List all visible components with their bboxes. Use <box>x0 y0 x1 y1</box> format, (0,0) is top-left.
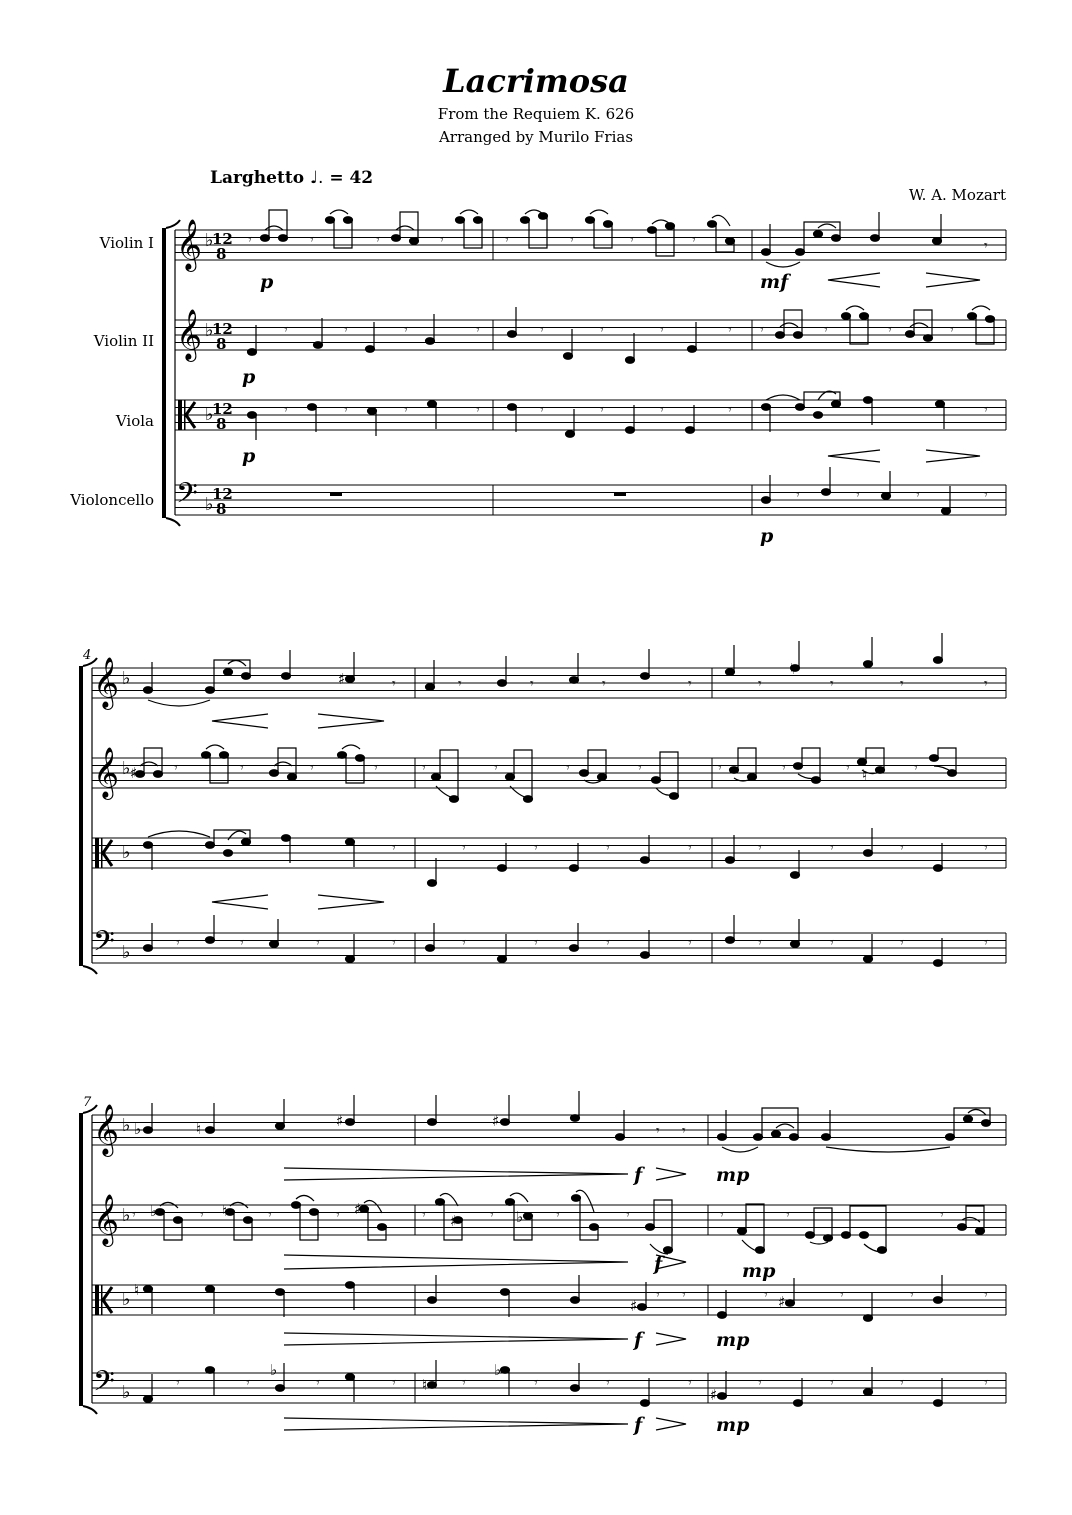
svg-text:♯: ♯ <box>338 670 346 688</box>
svg-text:𝄾: 𝄾 <box>910 1287 914 1303</box>
svg-text:𝄾: 𝄾 <box>950 322 954 338</box>
svg-text:♭: ♭ <box>494 1361 502 1379</box>
svg-text:𝄾: 𝄾 <box>656 1287 660 1303</box>
flat-icon: ♭ <box>122 1382 131 1403</box>
treble-clef-icon: 𝄞 <box>176 309 203 360</box>
dynamic-marking: p <box>242 366 256 388</box>
svg-text:𝄾: 𝄾 <box>900 840 904 856</box>
svg-text:♯: ♯ <box>492 1112 500 1130</box>
measure-number: 7 <box>83 1095 92 1110</box>
svg-text:♮: ♮ <box>422 1376 428 1394</box>
svg-text:𝄾: 𝄾 <box>830 935 834 951</box>
svg-text:𝄾: 𝄾 <box>376 232 380 248</box>
composer: W. A. Mozart <box>908 186 1006 204</box>
svg-text:𝄾: 𝄾 <box>174 760 178 776</box>
time-sig-num: 12 <box>212 320 233 338</box>
dynamic-marking: p <box>760 525 774 547</box>
svg-text:𝄾: 𝄾 <box>900 1375 904 1391</box>
bass-clef-icon: 𝄢 <box>176 477 198 517</box>
svg-text:𝄾: 𝄾 <box>782 760 786 776</box>
svg-text:𝄾: 𝄾 <box>374 760 378 776</box>
key-signatures <box>205 230 214 515</box>
flat-icon: ♭ <box>205 320 214 341</box>
svg-text:𝄾: 𝄾 <box>462 935 466 951</box>
svg-text:𝄾: 𝄾 <box>718 760 722 776</box>
svg-text:𝄾: 𝄾 <box>600 402 604 418</box>
system-3 <box>79 1091 1006 1436</box>
svg-text:𝄾: 𝄾 <box>984 402 988 418</box>
svg-text:𝄾: 𝄾 <box>692 232 696 248</box>
svg-text:𝄾: 𝄾 <box>682 1123 686 1139</box>
svg-text:𝄾: 𝄾 <box>392 676 396 692</box>
svg-text:𝄾: 𝄾 <box>490 1207 494 1223</box>
svg-text:𝄾: 𝄾 <box>606 1375 610 1391</box>
svg-text:𝄾: 𝄾 <box>534 1375 538 1391</box>
svg-text:𝄾: 𝄾 <box>900 676 904 692</box>
dynamic-marking: f <box>654 1253 663 1275</box>
instrument-name-violin-1: Violin I <box>99 234 154 252</box>
flat-icon: ♭ <box>122 668 131 689</box>
dynamic-marking: f <box>634 1414 643 1436</box>
svg-text:𝄾: 𝄾 <box>764 1287 768 1303</box>
arranger: Arranged by Murilo Frias <box>438 128 634 146</box>
svg-text:𝄾: 𝄾 <box>688 935 692 951</box>
eighth-rests <box>132 1123 988 1391</box>
time-sig-den: 8 <box>216 335 227 353</box>
svg-text:𝄾: 𝄾 <box>132 1207 136 1223</box>
svg-text:𝄾: 𝄾 <box>914 760 918 776</box>
svg-text:𝄾: 𝄾 <box>422 1207 426 1223</box>
clefs <box>93 1104 119 1405</box>
svg-text:𝄾: 𝄾 <box>600 322 604 338</box>
dynamic-marking: f <box>634 1329 643 1351</box>
time-sig-num: 12 <box>212 485 233 503</box>
svg-text:𝄾: 𝄾 <box>630 232 634 248</box>
svg-text:𝄾: 𝄾 <box>462 1375 466 1391</box>
staff-lines <box>175 230 1006 515</box>
svg-text:♮: ♮ <box>222 1202 228 1220</box>
svg-text:♯: ♯ <box>630 1297 638 1315</box>
svg-text:𝄾: 𝄾 <box>534 935 538 951</box>
treble-clef-icon: 𝄞 <box>93 657 120 708</box>
svg-text:♯: ♯ <box>354 1200 362 1218</box>
svg-text:𝄾: 𝄾 <box>505 232 509 248</box>
svg-text:𝄾: 𝄾 <box>840 1287 844 1303</box>
svg-text:𝄾: 𝄾 <box>760 322 764 338</box>
svg-text:♭: ♭ <box>150 1202 158 1220</box>
dotted-quarter-icon: ♩. <box>309 168 324 188</box>
svg-text:♯: ♯ <box>710 1386 718 1404</box>
svg-text:𝄾: 𝄾 <box>720 1207 724 1223</box>
svg-text:𝄾: 𝄾 <box>284 322 288 338</box>
svg-text:𝄾: 𝄾 <box>758 676 762 692</box>
svg-text:𝄾: 𝄾 <box>606 935 610 951</box>
svg-text:𝄾: 𝄾 <box>830 676 834 692</box>
svg-text:𝄾: 𝄾 <box>984 935 988 951</box>
svg-text:♮: ♮ <box>134 1281 140 1299</box>
svg-text:𝄾: 𝄾 <box>392 1375 396 1391</box>
svg-text:𝄾: 𝄾 <box>316 935 320 951</box>
staff-lines <box>92 668 1006 963</box>
time-sig-num: 12 <box>212 230 233 248</box>
flat-icon: ♭ <box>205 494 214 515</box>
svg-text:𝄾: 𝄾 <box>534 840 538 856</box>
svg-text:♮: ♮ <box>790 660 796 678</box>
svg-text:♮: ♮ <box>862 766 868 784</box>
time-signatures <box>212 230 233 518</box>
svg-text:♯: ♯ <box>130 764 138 782</box>
treble-clef-icon: 𝄞 <box>176 219 203 270</box>
svg-text:𝄾: 𝄾 <box>440 232 444 248</box>
dynamic-marking: mf <box>760 271 789 293</box>
svg-text:𝄾: 𝄾 <box>856 487 860 503</box>
system-2 <box>79 633 1006 974</box>
subtitle: From the Requiem K. 626 <box>437 105 635 123</box>
svg-text:𝄾: 𝄾 <box>660 322 664 338</box>
svg-text:𝄾: 𝄾 <box>530 676 534 692</box>
eighth-rests <box>248 232 988 503</box>
notes <box>248 210 995 514</box>
svg-text:𝄾: 𝄾 <box>916 487 920 503</box>
svg-text:𝄾: 𝄾 <box>984 238 988 254</box>
bass-clef-icon: 𝄢 <box>93 925 115 965</box>
svg-text:𝄾: 𝄾 <box>404 402 408 418</box>
flat-icon: ♭ <box>122 842 131 863</box>
svg-text:𝄾: 𝄾 <box>392 935 396 951</box>
svg-text:♮: ♮ <box>196 1120 202 1138</box>
svg-text:𝄾: 𝄾 <box>758 935 762 951</box>
svg-text:𝄾: 𝄾 <box>888 322 892 338</box>
svg-text:𝄾: 𝄾 <box>316 1375 320 1391</box>
measure-number: 4 <box>83 648 92 663</box>
instrument-name-viola: Viola <box>115 412 154 430</box>
svg-text:𝄾: 𝄾 <box>556 1207 560 1223</box>
time-sig-den: 8 <box>216 245 227 263</box>
svg-text:𝄾: 𝄾 <box>606 840 610 856</box>
svg-text:♭: ♭ <box>270 1361 278 1379</box>
dynamic-marking: p <box>242 445 256 467</box>
svg-text:𝄾: 𝄾 <box>638 760 642 776</box>
svg-text:𝄾: 𝄾 <box>728 402 732 418</box>
dynamic-marking: p <box>260 271 274 293</box>
key-signatures <box>122 668 131 963</box>
svg-text:𝄾: 𝄾 <box>404 322 408 338</box>
svg-text:𝄾: 𝄾 <box>984 1375 988 1391</box>
clefs <box>176 219 202 517</box>
system-1 <box>162 210 1006 547</box>
barlines <box>493 230 1006 515</box>
svg-text:𝄾: 𝄾 <box>830 1375 834 1391</box>
svg-text:𝄾: 𝄾 <box>900 935 904 951</box>
flat-icon: ♭ <box>122 1115 131 1136</box>
flat-icon: ♭ <box>205 230 214 251</box>
dynamic-marking: mp <box>742 1260 776 1282</box>
svg-text:𝄾: 𝄾 <box>984 487 988 503</box>
svg-text:𝄾: 𝄾 <box>422 760 426 776</box>
svg-text:𝄾: 𝄾 <box>984 1287 988 1303</box>
svg-text:𝄾: 𝄾 <box>688 1375 692 1391</box>
treble-clef-icon: 𝄞 <box>93 1104 120 1155</box>
notes <box>144 1091 991 1406</box>
svg-text:𝄾: 𝄾 <box>246 1375 250 1391</box>
svg-text:♯: ♯ <box>778 1293 786 1311</box>
tempo-text: Larghetto <box>210 168 305 188</box>
dynamic-marking: mp <box>716 1414 750 1436</box>
svg-text:𝄾: 𝄾 <box>688 676 692 692</box>
flat-icon: ♭ <box>122 1289 131 1310</box>
svg-text:𝄾: 𝄾 <box>602 676 606 692</box>
svg-text:𝄾: 𝄾 <box>796 487 800 503</box>
treble-clef-icon: 𝄞 <box>93 1194 120 1245</box>
svg-text:𝄾: 𝄾 <box>846 760 850 776</box>
instrument-name-violoncello: Violoncello <box>70 491 154 509</box>
svg-text:𝄾: 𝄾 <box>462 840 466 856</box>
svg-text:𝄾: 𝄾 <box>540 402 544 418</box>
svg-text:𝄾: 𝄾 <box>682 1287 686 1303</box>
eighth-rests <box>174 676 988 951</box>
svg-text:𝄾: 𝄾 <box>240 760 244 776</box>
svg-text:𝄾: 𝄾 <box>476 322 480 338</box>
svg-text:𝄾: 𝄾 <box>656 1123 660 1139</box>
time-sig-num: 12 <box>212 400 233 418</box>
dynamic-marking: mp <box>716 1329 750 1351</box>
flat-icon: ♭ <box>122 1205 131 1226</box>
svg-text:𝄾: 𝄾 <box>540 322 544 338</box>
svg-text:𝄾: 𝄾 <box>786 1207 790 1223</box>
svg-text:𝄾: 𝄾 <box>458 676 462 692</box>
svg-text:𝄾: 𝄾 <box>310 760 314 776</box>
svg-text:𝄾: 𝄾 <box>476 402 480 418</box>
dynamic-marking: mp <box>716 1164 750 1186</box>
svg-text:𝄾: 𝄾 <box>940 1207 944 1223</box>
barlines <box>415 668 1006 963</box>
svg-text:𝄾: 𝄾 <box>268 1207 272 1223</box>
time-sig-den: 8 <box>216 500 227 518</box>
svg-text:𝄾: 𝄾 <box>824 322 828 338</box>
clefs <box>93 657 119 965</box>
tempo-value: = 42 <box>329 168 374 188</box>
instrument-name-violin-2: Violin II <box>93 332 154 350</box>
flat-icon: ♭ <box>122 942 131 963</box>
svg-text:𝄾: 𝄾 <box>176 935 180 951</box>
svg-text:𝄾: 𝄾 <box>566 760 570 776</box>
svg-text:𝄾: 𝄾 <box>758 1375 762 1391</box>
flat-icon: ♭ <box>122 758 131 779</box>
svg-text:𝄾: 𝄾 <box>984 676 988 692</box>
svg-text:𝄾: 𝄾 <box>200 1207 204 1223</box>
dynamic-marking: f <box>634 1164 643 1186</box>
svg-text:𝄾: 𝄾 <box>494 760 498 776</box>
bass-clef-icon: 𝄢 <box>93 1365 115 1405</box>
svg-text:𝄾: 𝄾 <box>728 322 732 338</box>
svg-text:𝄾: 𝄾 <box>984 840 988 856</box>
svg-text:𝄾: 𝄾 <box>758 840 762 856</box>
svg-text:𝄾: 𝄾 <box>248 232 252 248</box>
svg-text:♭: ♭ <box>134 1120 142 1138</box>
staff-lines <box>92 1115 1006 1403</box>
key-signatures <box>122 1115 131 1403</box>
treble-clef-icon: 𝄞 <box>93 747 120 798</box>
svg-text:𝄾: 𝄾 <box>176 1375 180 1391</box>
svg-text:𝄾: 𝄾 <box>688 840 692 856</box>
svg-text:𝄾: 𝄾 <box>336 1207 340 1223</box>
svg-text:𝄾: 𝄾 <box>392 840 396 856</box>
svg-text:𝄾: 𝄾 <box>830 840 834 856</box>
svg-text:𝄾: 𝄾 <box>660 402 664 418</box>
svg-text:𝄾: 𝄾 <box>240 935 244 951</box>
svg-text:♯: ♯ <box>336 1112 344 1130</box>
svg-text:𝄾: 𝄾 <box>344 402 348 418</box>
svg-text:♭: ♭ <box>516 1208 524 1226</box>
piece-title: Lacrimosa <box>443 62 629 100</box>
time-sig-den: 8 <box>216 415 227 433</box>
svg-text:𝄾: 𝄾 <box>344 322 348 338</box>
svg-text:𝄾: 𝄾 <box>626 1207 630 1223</box>
svg-text:𝄾: 𝄾 <box>310 232 314 248</box>
svg-text:𝄾: 𝄾 <box>284 402 288 418</box>
svg-text:♯: ♯ <box>450 1212 458 1230</box>
flat-icon: ♭ <box>205 404 214 425</box>
svg-text:𝄾: 𝄾 <box>570 232 574 248</box>
